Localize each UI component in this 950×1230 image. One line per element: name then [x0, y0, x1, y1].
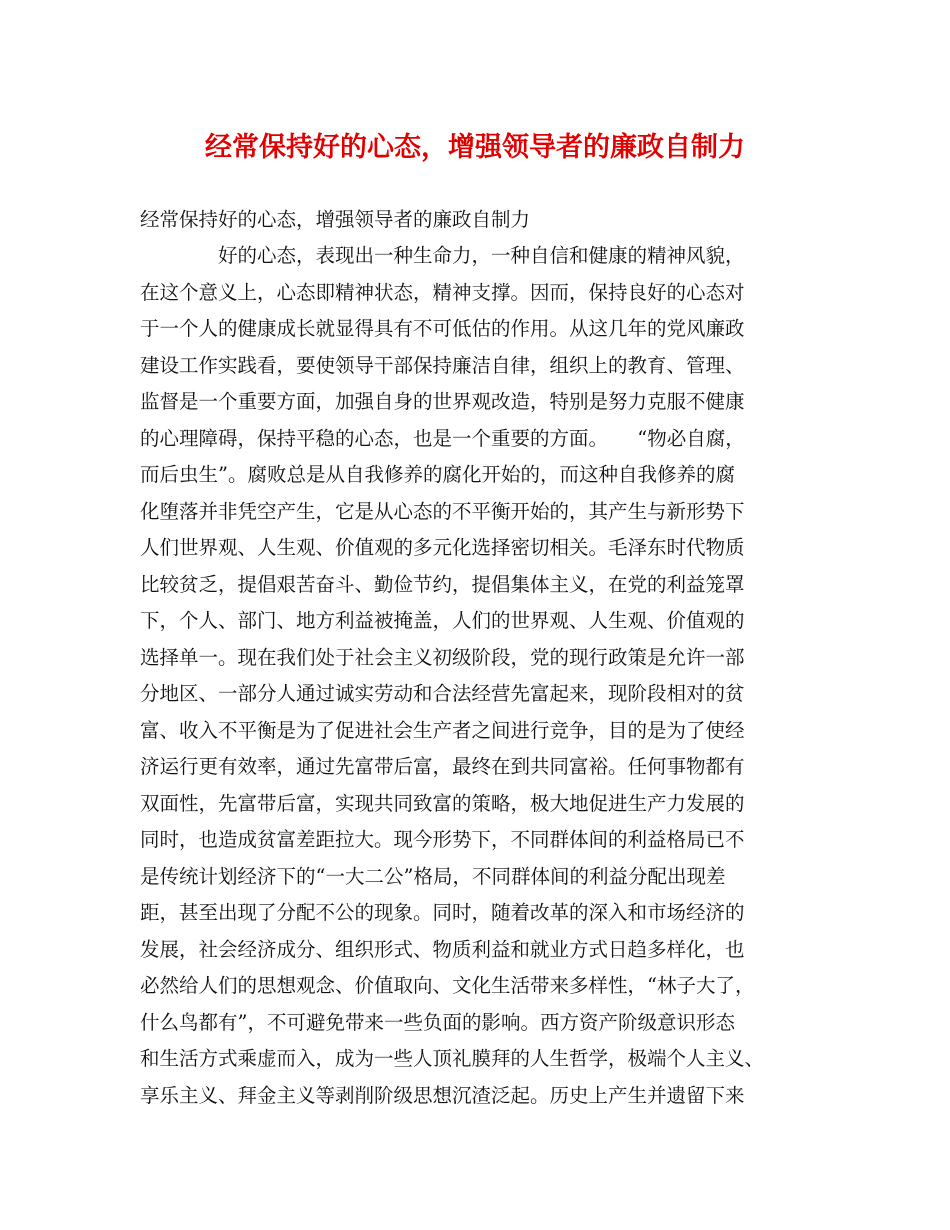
- paragraph-line: 比较贫乏，提倡艰苦奋斗、勤俭节约，提倡集体主义，在党的利益笼罩: [140, 572, 745, 596]
- paragraph-line: 和生活方式乘虚而入，成为一些人顶礼膜拜的人生哲学，极端个人主义、: [140, 1047, 765, 1070]
- paragraph-line: 下，个人、部门、地方利益被掩盖，人们的世界观、人生观、价值观的: [140, 609, 745, 632]
- paragraph-line: 双面性，先富带后富，实现共同致富的策略，极大地促进生产力发展的: [140, 791, 745, 815]
- page-title: 经常保持好的心态，增强领导者的廉政自制力: [205, 132, 745, 163]
- paragraph-line: 而后虫生”。腐败总是从自我修养的腐化开始的，而这种自我修养的腐: [140, 463, 735, 486]
- paragraph-line: 的心理障碍，保持平稳的心态，也是一个重要的方面。 “物必自腐，: [140, 426, 745, 450]
- paragraph-line: 富、收入不平衡是为了促进社会生产者之间进行竞争，目的是为了使经: [140, 718, 745, 742]
- paragraph-line: 好的心态，表现出一种生命力，一种自信和健康的精神风貌，: [218, 244, 745, 267]
- paragraph-line: 人们世界观、人生观、价值观的多元化选择密切相关。毛泽东时代物质: [140, 536, 745, 559]
- subtitle-line: 经常保持好的心态，增强领导者的廉政自制力: [140, 208, 531, 231]
- paragraph-line: 化堕落并非凭空产生，它是从心态的不平衡开始的，其产生与新形势下: [140, 499, 745, 523]
- paragraph-line: 建设工作实践看，要使领导干部保持廉洁自律，组织上的教育、管理、: [140, 353, 745, 377]
- paragraph-line: 发展，社会经济成分、组织形式、物质利益和就业方式日趋多样化，也: [140, 937, 745, 961]
- paragraph-line: 选择单一。现在我们处于社会主义初级阶段，党的现行政策是允许一部: [140, 645, 745, 669]
- paragraph-line: 什么鸟都有”，不可避免带来一些负面的影响。西方资产阶级意识形态: [140, 1010, 735, 1034]
- paragraph-line: 必然给人们的思想观念、价值取向、文化生活带来多样性，“林子大了，: [140, 974, 755, 997]
- paragraph-line: 济运行更有效率，通过先富带后富，最终在到共同富裕。任何事物都有: [140, 755, 745, 778]
- paragraph-line: 是传统计划经济下的“一大二公”格局，不同群体间的利益分配出现差: [140, 864, 726, 888]
- paragraph-line: 分地区、一部分人通过诚实劳动和合法经营先富起来，现阶段相对的贫: [140, 682, 745, 705]
- paragraph-line: 监督是一个重要方面，加强自身的世界观改造，特别是努力克服不健康: [140, 390, 745, 413]
- body-text: [140, 238, 840, 1114]
- paragraph-line: 同时，也造成贫富差距拉大。现今形势下，不同群体间的利益格局已不: [140, 828, 745, 851]
- paragraph-line: 享乐主义、拜金主义等剥削阶级思想沉渣泛起。历史上产生并遗留下来: [140, 1083, 745, 1107]
- paragraph-line: 在这个意义上，心态即精神状态，精神支撑。因而，保持良好的心态对: [140, 280, 745, 304]
- paragraph-line: 距，甚至出现了分配不公的现象。同时，随着改革的深入和市场经济的: [140, 901, 745, 924]
- paragraph-line: 于一个人的健康成长就显得具有不可低估的作用。从这几年的党风廉政: [140, 317, 745, 340]
